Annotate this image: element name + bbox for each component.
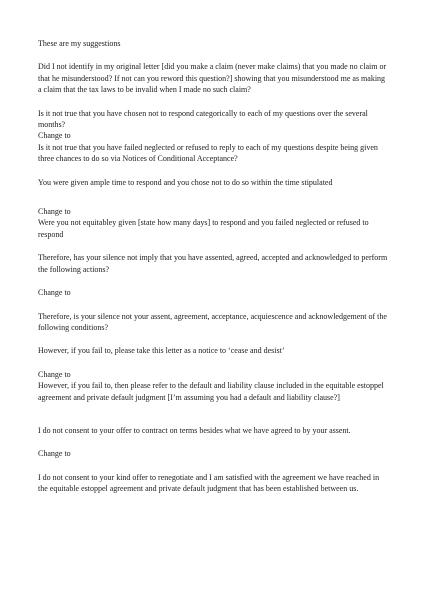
- paragraph-ample-time: You were given ample time to respond and you chose not to do so within the time stipulated: [38, 177, 333, 187]
- paragraph-original-letter: Did I not identify in my original letter [did you make a claim (never make claims) that you made no claim or that he misunderstood? If not can you reword this question?] showing that you misunderstood me as making a claim that the tax laws to be invalid when I made no such claim?: [38, 62, 387, 95]
- intro-line: These are my suggestions: [38, 39, 121, 48]
- paragraph-silence-assent: Therefore, has your silence not imply that you have assented, agreed, accepted and acknowledged to perform the following actions?: [38, 253, 388, 274]
- paragraph-no-consent: I do not consent to your offer to contract on terms besides what we have agreed to by your assent.: [38, 425, 351, 435]
- change-to-label: Change to: [38, 288, 71, 298]
- paragraph-default-liability: However, if you fail to, then please refer to the default and liability clause included in the equitable estoppel agreement and private default judgment [I’m assuming you had a default and liability clause?]: [38, 381, 384, 402]
- paragraph-cease-desist: However, if you fail to, please take this letter as a notice to ‘cease and desist’: [38, 346, 285, 356]
- change-to-label: Change to: [38, 131, 71, 141]
- document-body: [38, 38, 388, 495]
- change-to-label: Change to: [38, 369, 71, 379]
- paragraph-failed-neglected: Is it not true that you have failed neglected or refused to reply to each of my questions despite being given three chances to do so via Notices of Conditional Acceptance?: [38, 142, 378, 164]
- change-to-label: Change to: [38, 207, 71, 217]
- paragraph-renegotiate: I do not consent to your kind offer to renegotiate and I am satisfied with the agreement we have reached in the equitable estoppel agreement and private default judgment that has been established between us.: [38, 472, 380, 494]
- paragraph-silence-conditions: Therefore, is your silence not your assent, agreement, acceptance, acquiescence and acknowledgement of the following conditions?: [38, 311, 387, 332]
- paragraph-categorical-response: Is it not true that you have chosen not to respond categorically to each of my questions over the several months?: [38, 108, 368, 130]
- paragraph-equitably-given: Were you not equitabley given [state how many days] to respond and you failed neglected or refused to respond: [38, 218, 369, 239]
- change-to-label: Change to: [38, 449, 71, 459]
